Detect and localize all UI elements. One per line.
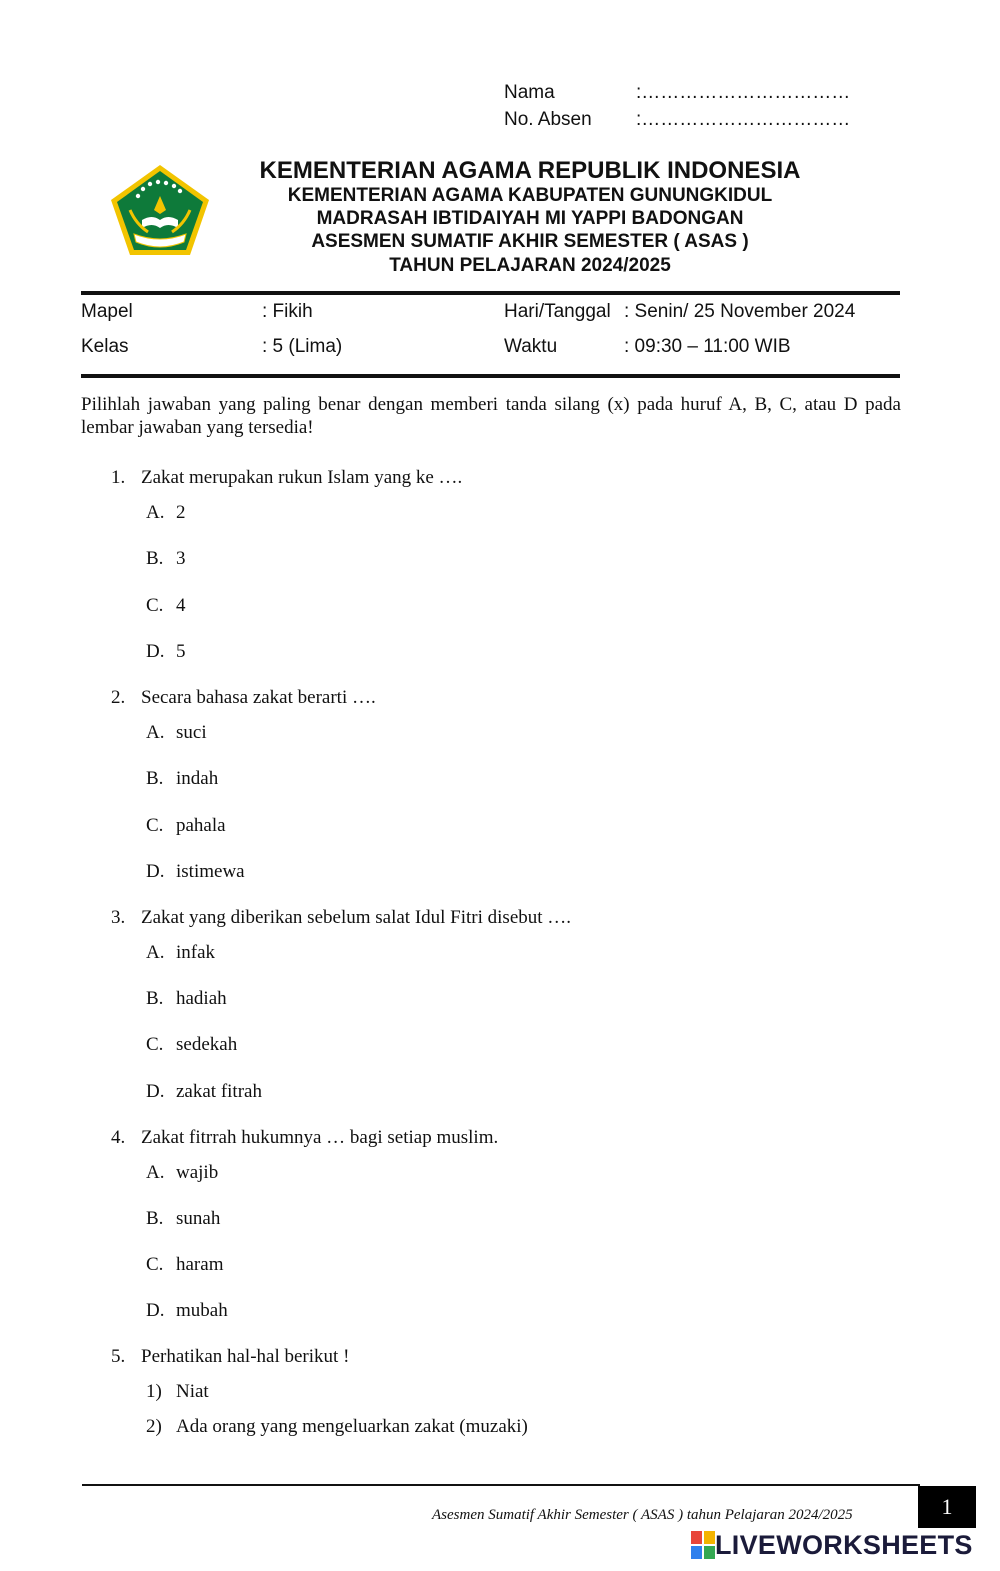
- mapel-label: Mapel: [81, 301, 133, 322]
- option-text: pahala: [176, 815, 226, 836]
- option-3d[interactable]: [146, 1081, 262, 1103]
- option-letter: B.: [146, 1208, 164, 1229]
- option-letter: B.: [146, 988, 164, 1009]
- option-letter: D.: [146, 861, 165, 882]
- waktu-label: Waktu: [504, 336, 558, 357]
- option-2a[interactable]: [146, 722, 207, 744]
- question-number: 4.: [111, 1127, 126, 1148]
- header-divider: [81, 291, 900, 295]
- statement-text: Ada orang yang mengeluarkan zakat (muzaki): [176, 1416, 528, 1437]
- liveworksheets-logo-icon: [691, 1531, 715, 1559]
- option-text: 5: [176, 641, 186, 662]
- page-number: 1: [918, 1486, 976, 1528]
- school-name: MADRASAH IBTIDAIYAH MI YAPPI BADONGAN: [316, 208, 744, 229]
- option-4a[interactable]: [146, 1162, 218, 1184]
- liveworksheets-wordmark: LIVEWORKSHEETS: [715, 1529, 973, 1560]
- question-1: [111, 467, 462, 489]
- statement-number: 2): [146, 1416, 162, 1437]
- option-text: infak: [176, 942, 216, 963]
- question-5: [111, 1346, 349, 1368]
- question-number: 1.: [111, 467, 126, 488]
- absen-row: [504, 109, 850, 131]
- meta-divider: [81, 374, 900, 378]
- option-3c[interactable]: [146, 1034, 237, 1056]
- academic-year: TAHUN PELAJARAN 2024/2025: [389, 255, 671, 276]
- question-number: 5.: [111, 1346, 126, 1367]
- option-text: 3: [176, 548, 186, 569]
- kelas-value: : 5 (Lima): [262, 336, 343, 357]
- name-field[interactable]: :……………………………: [636, 82, 851, 103]
- statement-text: Niat: [176, 1381, 209, 1402]
- option-text: haram: [176, 1254, 224, 1275]
- option-2b[interactable]: [146, 768, 218, 790]
- absen-label: No. Absen: [504, 109, 592, 130]
- footer-divider: [82, 1484, 920, 1486]
- option-text: 2: [176, 502, 186, 523]
- regency-office: KEMENTERIAN AGAMA KABUPATEN GUNUNGKIDUL: [287, 185, 773, 206]
- option-letter: C.: [146, 1034, 164, 1055]
- option-letter: D.: [146, 1300, 165, 1321]
- question-text: Secara bahasa zakat berarti ….: [141, 687, 376, 708]
- statement-5-1: [146, 1381, 209, 1403]
- option-letter: B.: [146, 768, 164, 789]
- waktu-value: : 09:30 – 11:00 WIB: [624, 336, 791, 357]
- option-text: suci: [176, 722, 207, 743]
- hari-label: Hari/Tanggal: [504, 301, 611, 322]
- option-text: 4: [176, 595, 186, 616]
- question-text: Zakat fitrrah hukumnya … bagi setiap muslim.: [141, 1127, 499, 1148]
- option-text: indah: [176, 768, 219, 789]
- question-number: 3.: [111, 907, 126, 928]
- option-2c[interactable]: [146, 815, 226, 837]
- option-4b[interactable]: [146, 1208, 220, 1230]
- ministry-title: KEMENTERIAN AGAMA REPUBLIK INDONESIA: [259, 157, 801, 184]
- option-letter: C.: [146, 595, 164, 616]
- option-letter: C.: [146, 1254, 164, 1275]
- option-1b[interactable]: [146, 548, 186, 570]
- option-text: sunah: [176, 1208, 221, 1229]
- option-letter: B.: [146, 548, 164, 569]
- option-letter: A.: [146, 502, 165, 523]
- question-number: 2.: [111, 687, 126, 708]
- statement-5-2: [146, 1416, 528, 1438]
- option-text: istimewa: [176, 861, 245, 882]
- absen-field[interactable]: :……………………………: [636, 109, 851, 130]
- option-2d[interactable]: [146, 861, 245, 883]
- question-text: Zakat yang diberikan sebelum salat Idul Fitri disebut ….: [141, 907, 572, 928]
- kelas-label: Kelas: [81, 336, 129, 357]
- hari-value: : Senin/ 25 November 2024: [624, 301, 856, 322]
- footer-caption: Asesmen Sumatif Akhir Semester ( ASAS ) tahun Pelajaran 2024/2025: [432, 1507, 853, 1523]
- question-text: Perhatikan hal-hal berikut !: [141, 1346, 350, 1367]
- option-1c[interactable]: [146, 595, 186, 617]
- option-text: zakat fitrah: [176, 1081, 262, 1102]
- kemenag-emblem-icon: [108, 162, 212, 258]
- name-label: Nama: [504, 82, 555, 103]
- option-letter: D.: [146, 1081, 165, 1102]
- option-letter: A.: [146, 942, 165, 963]
- kemenag-logo: [108, 162, 212, 258]
- option-text: wajib: [176, 1162, 219, 1183]
- option-letter: A.: [146, 1162, 165, 1183]
- question-4: [111, 1127, 498, 1149]
- option-text: sedekah: [176, 1034, 238, 1055]
- option-1a[interactable]: [146, 502, 186, 524]
- instructions: Pilihlah jawaban yang paling benar dengan memberi tanda silang (x) pada huruf A, B, C, atau D pada lembar jawaban yang tersedia!: [81, 394, 901, 438]
- name-row: [504, 82, 850, 104]
- statement-number: 1): [146, 1381, 162, 1402]
- question-2: [111, 687, 376, 709]
- liveworksheets-brand[interactable]: [691, 1528, 973, 1562]
- question-text: Zakat merupakan rukun Islam yang ke ….: [141, 467, 463, 488]
- question-3: [111, 907, 571, 929]
- option-4d[interactable]: [146, 1300, 228, 1322]
- exam-name: ASESMEN SUMATIF AKHIR SEMESTER ( ASAS ): [311, 231, 749, 252]
- mapel-value: : Fikih: [262, 301, 313, 322]
- option-3a[interactable]: [146, 942, 215, 964]
- option-1d[interactable]: [146, 641, 186, 663]
- option-letter: A.: [146, 722, 165, 743]
- option-text: mubah: [176, 1300, 228, 1321]
- option-4c[interactable]: [146, 1254, 223, 1276]
- option-3b[interactable]: [146, 988, 227, 1010]
- option-letter: C.: [146, 815, 164, 836]
- option-letter: D.: [146, 641, 165, 662]
- option-text: hadiah: [176, 988, 227, 1009]
